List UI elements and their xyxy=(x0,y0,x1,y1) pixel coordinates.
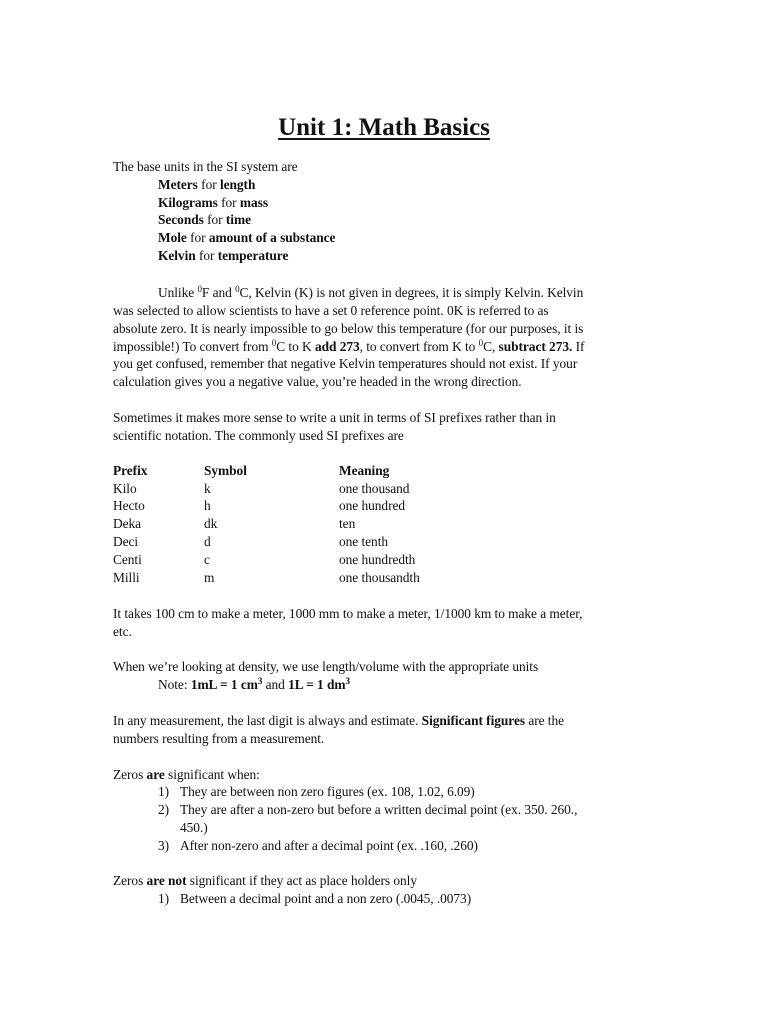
base-unit-item: Seconds for time xyxy=(158,212,251,227)
table-header-prefix: Prefix xyxy=(113,463,148,478)
table-cell-meaning: one thousand xyxy=(339,481,410,496)
base-unit-item: Meters for length xyxy=(158,177,256,192)
table-cell-meaning: ten xyxy=(339,516,356,531)
kelvin-paragraph-line: absolute zero. It is nearly impossible to go below this temperature (for our purposes, it is xyxy=(113,321,584,336)
table-cell-symbol: h xyxy=(204,498,211,513)
table-cell-symbol: d xyxy=(204,534,211,549)
kelvin-paragraph-line: impossible!) To convert from $^0$C to K add 273, to convert from K to $^0$C, subtract 273. If xyxy=(113,338,585,354)
base-unit-item: Kilograms for mass xyxy=(158,195,268,210)
table-cell-symbol: dk xyxy=(204,516,218,531)
density-line: When we’re looking at density, we use length/volume with the appropriate units xyxy=(113,659,539,674)
table-cell-meaning: one hundred xyxy=(339,498,406,513)
zeros-not-heading: Zeros are not significant if they act as place holders only xyxy=(113,873,417,888)
meter-paragraph-line: etc. xyxy=(113,624,132,639)
table-cell-meaning: one tenth xyxy=(339,534,389,549)
base-unit-item: Mole for amount of a substance xyxy=(158,230,336,245)
table-cell-prefix: Kilo xyxy=(113,481,137,496)
base-unit-item: Kelvin for temperature xyxy=(158,248,289,263)
list-item-continuation: 450.) xyxy=(180,820,208,835)
page-title: Unit 1: Math Basics xyxy=(278,114,490,141)
list-item: 2) They are after a non-zero but before a written decimal point (ex. 350. 260., xyxy=(158,802,578,817)
list-item: 3) After non-zero and after a decimal point (ex. .160, .260) xyxy=(158,838,478,853)
table-cell-symbol: k xyxy=(204,481,211,496)
prefix-intro-line: Sometimes it makes more sense to write a unit in terms of SI prefixes rather than in xyxy=(113,410,556,425)
kelvin-paragraph-line: Unlike $^0$F and $^0$C, Kelvin (K) is not given in degrees, it is simply Kelvin. Kelvin xyxy=(158,284,584,300)
table-cell-meaning: one hundredth xyxy=(339,552,416,567)
list-item: 1) They are between non zero figures (ex. 108, 1.02, 6.09) xyxy=(158,784,475,799)
table-header-meaning: Meaning xyxy=(339,463,390,478)
density-note: Note: 1mL = 1 $cm^3$ and 1L = 1 $dm^3$ xyxy=(158,676,350,692)
meter-paragraph-line: It takes 100 cm to make a meter, 1000 mm to make a meter, 1/1000 km to make a meter, xyxy=(113,606,583,621)
kelvin-paragraph-line: you get confused, remember that negative Kelvin temperatures should not exist. If your xyxy=(113,356,578,371)
table-cell-prefix: Milli xyxy=(113,570,140,585)
kelvin-paragraph-line: was selected to allow scientists to have a set 0 reference point. 0K is referred to as xyxy=(113,303,549,318)
table-cell-meaning: one thousandth xyxy=(339,570,420,585)
sigfig-line: In any measurement, the last digit is always and estimate. Significant figures are the xyxy=(113,713,565,728)
zeros-are-heading: Zeros are significant when: xyxy=(113,767,260,782)
si-intro: The base units in the SI system are xyxy=(113,159,298,174)
table-cell-prefix: Hecto xyxy=(113,498,145,513)
table-header-symbol: Symbol xyxy=(204,463,247,478)
table-cell-symbol: m xyxy=(204,570,215,585)
table-cell-symbol: c xyxy=(204,552,210,567)
prefix-intro-line: scientific notation. The commonly used SI prefixes are xyxy=(113,428,404,443)
table-cell-prefix: Deci xyxy=(113,534,139,549)
kelvin-paragraph-line: calculation gives you a negative value, you’re headed in the wrong direction. xyxy=(113,374,522,389)
list-item: 1) Between a decimal point and a non zero (.0045, .0073) xyxy=(158,891,472,906)
table-cell-prefix: Deka xyxy=(113,516,142,531)
table-cell-prefix: Centi xyxy=(113,552,142,567)
sigfig-line: numbers resulting from a measurement. xyxy=(113,731,325,746)
